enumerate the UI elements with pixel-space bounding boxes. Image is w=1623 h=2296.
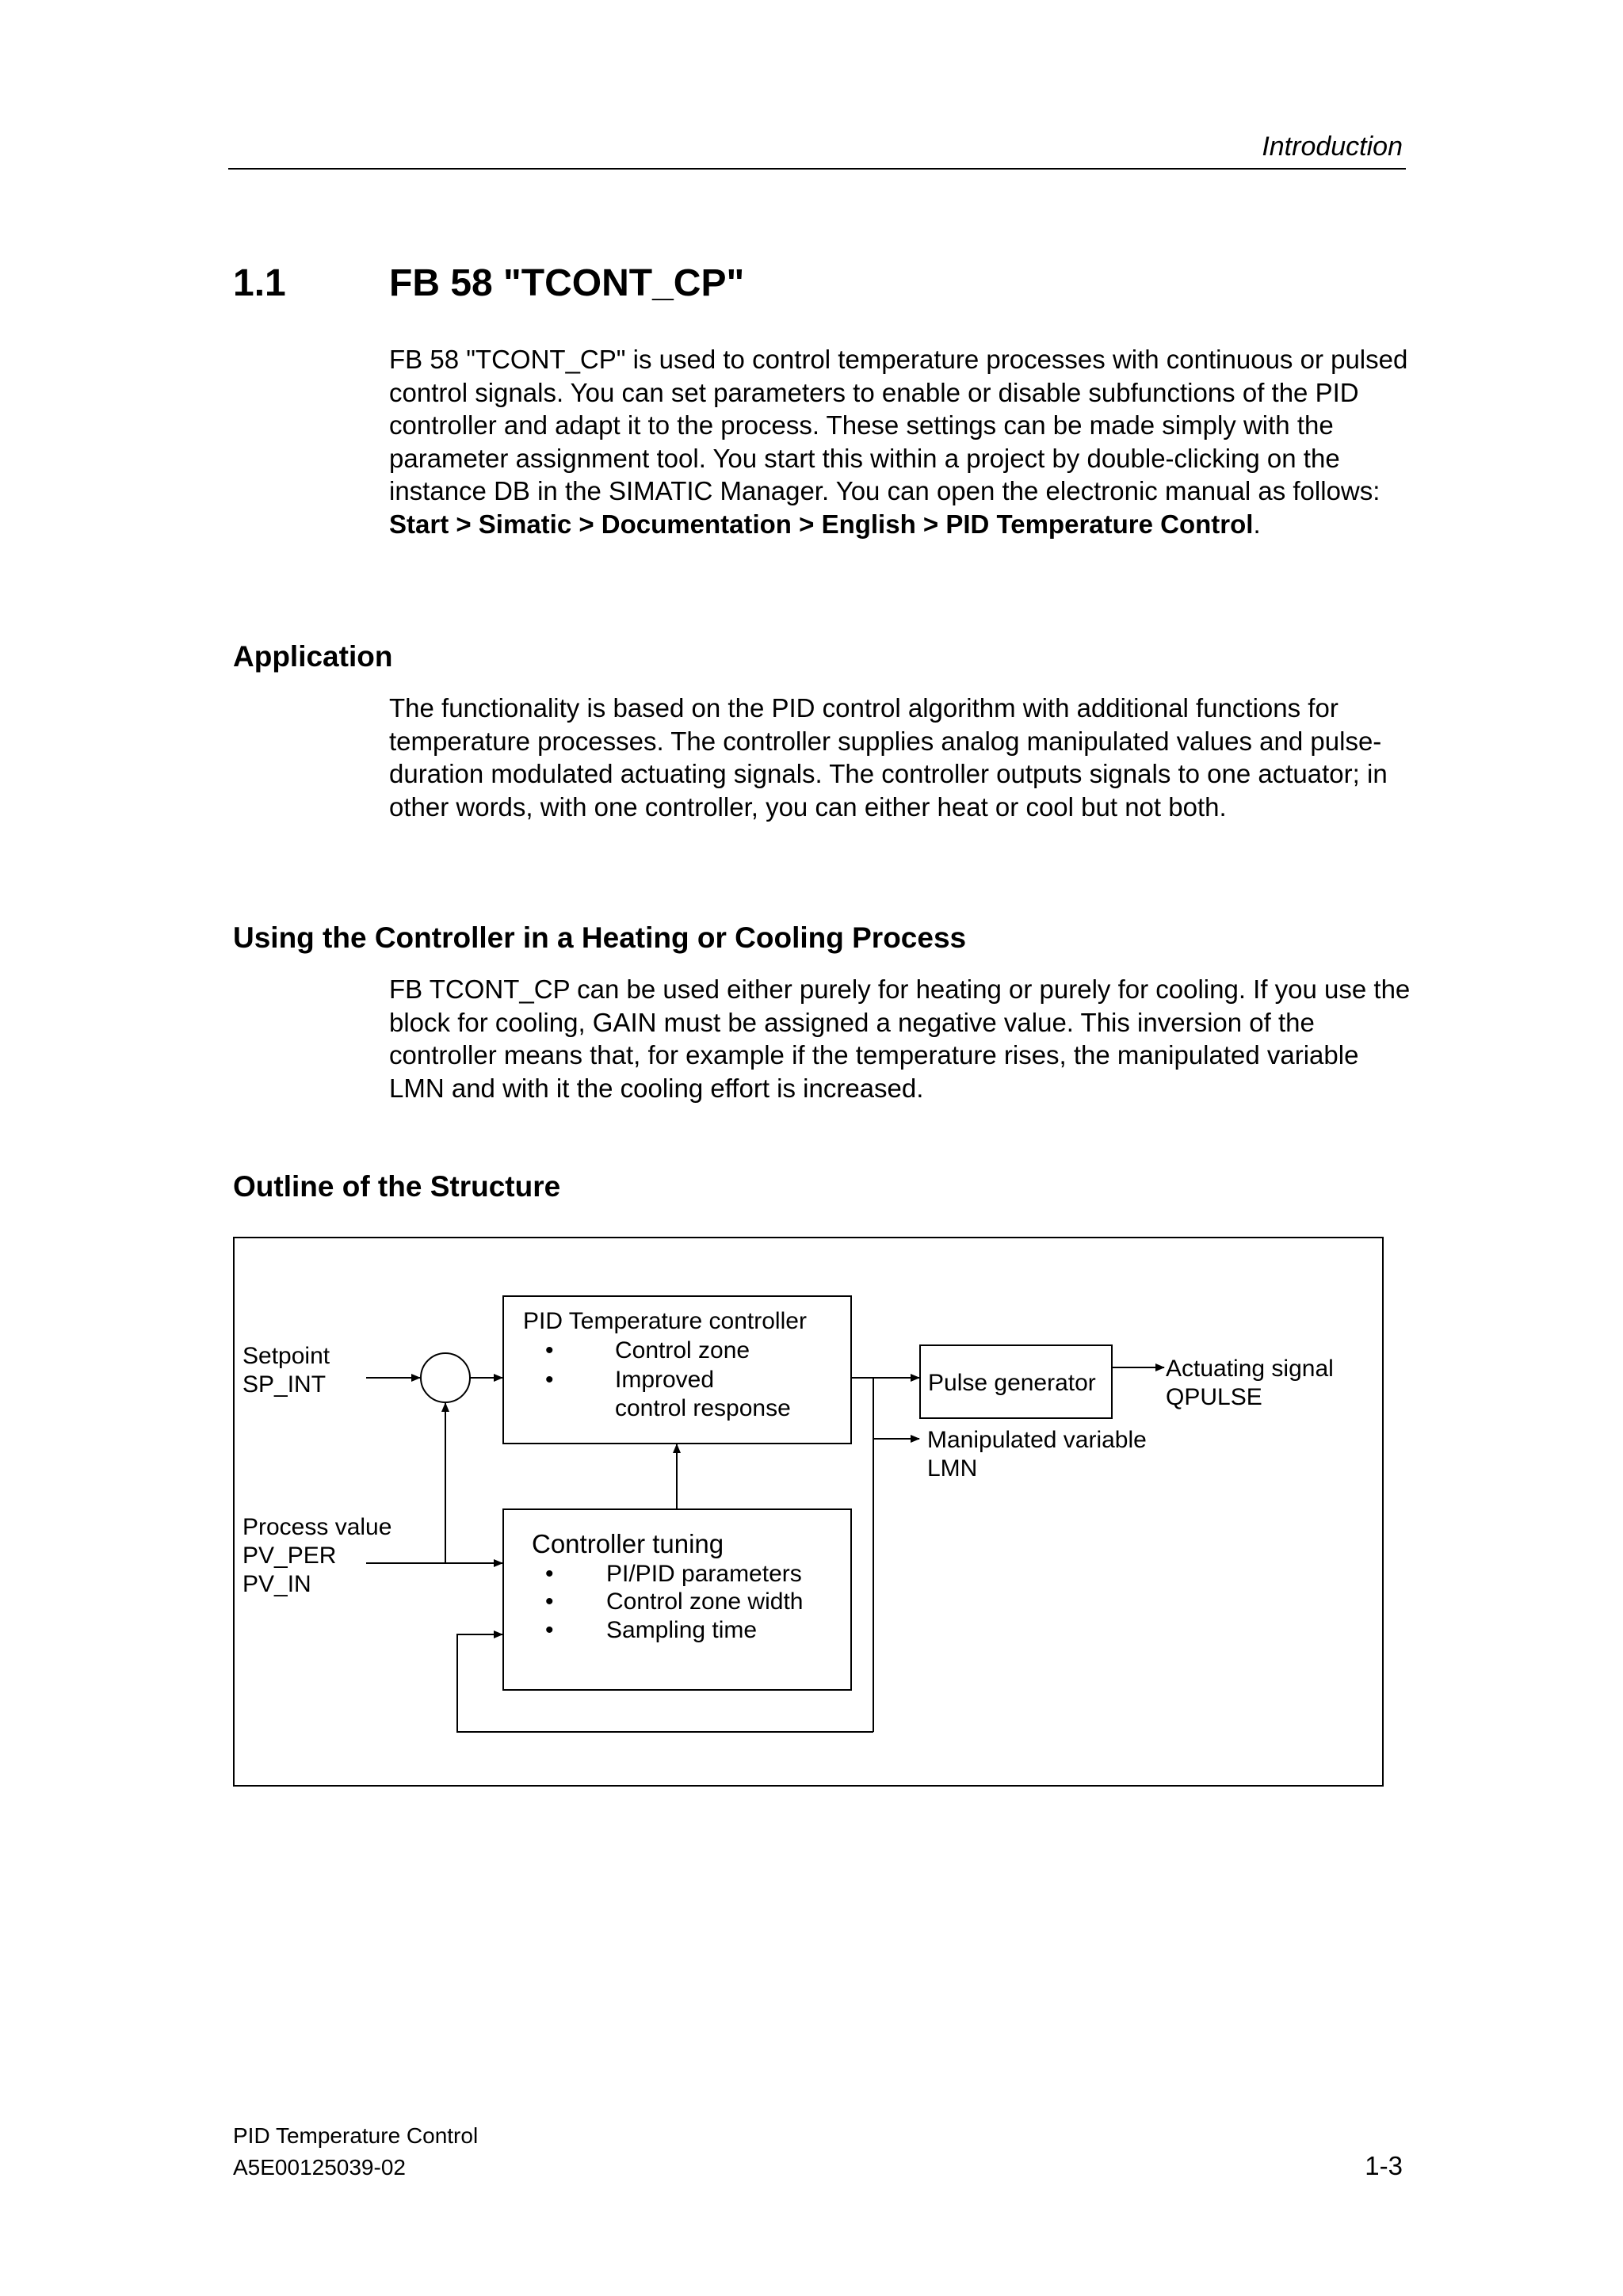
structure-diagram: [233, 1237, 1384, 1787]
actuating-label: Actuating signal: [1166, 1356, 1334, 1382]
running-header: Introduction: [1262, 132, 1403, 162]
tuning-item-zone-width: Control zone width: [606, 1589, 804, 1615]
summing-junction: [421, 1353, 470, 1402]
footer-manual-title: PID Temperature Control: [233, 2123, 479, 2148]
nav-path-suffix: .: [1253, 509, 1261, 539]
heating-cooling-text: FB TCONT_CP can be used either purely for heating or purely for cooling. If you use the block for cooling, GAIN must be assigned a negative value. This inversion of the controller means that, for example if the temperature rises, the manipulated variable LMN and with it the cooling effort is increased.: [389, 974, 1411, 1103]
footer-doc-number: A5E00125039-02: [233, 2155, 406, 2180]
process-value-label: Process value: [242, 1514, 392, 1540]
heating-cooling-paragraph: [389, 973, 1411, 1104]
diagram-frame: [234, 1238, 1383, 1786]
pid-item-improved: Improved: [615, 1367, 715, 1393]
structure-heading: Outline of the Structure: [233, 1170, 561, 1203]
section-number: 1.1: [233, 262, 286, 304]
setpoint-label: Setpoint: [242, 1343, 330, 1369]
intro-text: FB 58 "TCONT_CP" is used to control temperature processes with continuous or pulsed control signals. You can set parameters to enable or disable subfunctions of the PID controller and adapt it to the process. These settings can be made simply with the parameter assignment tool. You start this within a project by double-clicking on the instance DB in the SIMATIC Manager. You can open the electronic manual as follows:: [389, 345, 1408, 505]
manipulated-param: LMN: [927, 1455, 978, 1482]
heating-cooling-heading: Using the Controller in a Heating or Cooling Process: [233, 921, 967, 954]
pid-item-control-zone: Control zone: [615, 1337, 750, 1363]
setpoint-param: SP_INT: [242, 1371, 327, 1398]
section-title: FB 58 "TCONT_CP": [389, 262, 745, 304]
pid-bullet-2: •: [545, 1367, 554, 1393]
manipulated-label: Manipulated variable: [927, 1427, 1147, 1453]
page-number: 1-3: [1365, 2151, 1403, 2180]
intro-paragraph: [389, 343, 1411, 540]
process-param-pv-per: PV_PER: [242, 1543, 337, 1569]
header-rule: [228, 168, 1406, 170]
tuning-item-sampling: Sampling time: [606, 1617, 758, 1643]
actuating-param: QPULSE: [1166, 1384, 1262, 1410]
tuning-bullet-3: •: [545, 1617, 554, 1643]
process-param-pv-in: PV_IN: [242, 1571, 311, 1597]
tuning-feedback-loop: [457, 1634, 873, 1732]
pid-item-control-response: control response: [615, 1395, 791, 1421]
tuning-bullet-2: •: [545, 1589, 554, 1615]
tuning-title: Controller tuning: [532, 1529, 724, 1558]
tuning-bullet-1: •: [545, 1561, 554, 1587]
nav-path-line: [389, 508, 1411, 541]
application-text: The functionality is based on the PID control algorithm with additional functions for temperature processes. The controller supplies analog manipulated values and pulse-duration modulated actuating signals. The controller outputs signals to one actuator; in other words, with one controller, you can either heat or cool but not both.: [389, 693, 1388, 822]
application-heading: Application: [233, 640, 393, 673]
nav-path: Start > Simatic > Documentation > English > PID Temperature Control: [389, 509, 1254, 539]
pulse-generator-label: Pulse generator: [928, 1370, 1096, 1396]
pid-title: PID Temperature controller: [523, 1308, 807, 1334]
pid-bullet-1: •: [545, 1337, 554, 1363]
tuning-item-pi-pid: PI/PID parameters: [606, 1561, 802, 1587]
application-paragraph: [389, 692, 1411, 823]
structure-diagram-svg: [233, 1237, 1384, 1787]
